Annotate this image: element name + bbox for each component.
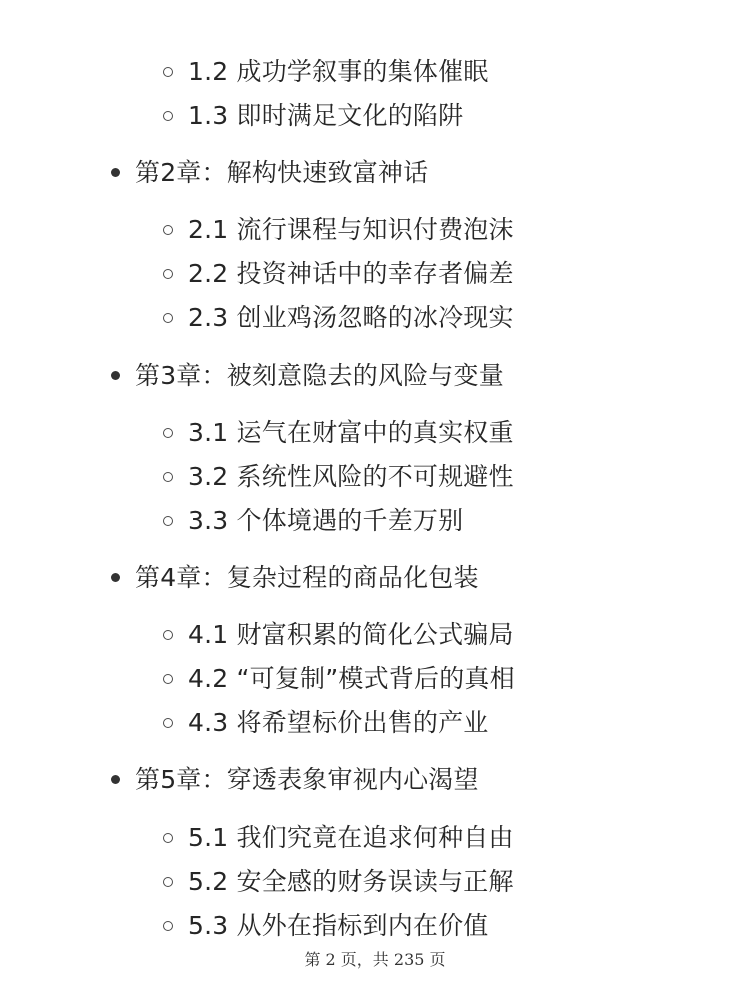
toc-section-3-1: 3.1 运气在财富中的真实权重 — [188, 418, 514, 447]
hollow-bullet-icon — [163, 630, 173, 640]
toc-section-2-3: 2.3 创业鸡汤忽略的冰冷现实 — [188, 303, 514, 332]
toc-chapter-4: 第4章：复杂过程的商品化包装 — [135, 563, 479, 592]
filled-bullet-icon — [111, 168, 120, 177]
hollow-bullet-icon — [163, 67, 173, 77]
filled-bullet-icon — [111, 573, 120, 582]
toc-section-1-3: 1.3 即时满足文化的陷阱 — [188, 101, 464, 130]
toc-section-4-3: 4.3 将希望标价出售的产业 — [188, 708, 489, 737]
toc-section-2-2: 2.2 投资神话中的幸存者偏差 — [188, 259, 514, 288]
toc-section-3-2: 3.2 系统性风险的不可规避性 — [188, 462, 514, 491]
hollow-bullet-icon — [163, 674, 173, 684]
toc-section-4-2: 4.2 “可复制”模式背后的真相 — [188, 664, 515, 693]
toc-chapter-3: 第3章：被刻意隐去的风险与变量 — [135, 361, 504, 390]
hollow-bullet-icon — [163, 472, 173, 482]
toc-section-2-1: 2.1 流行课程与知识付费泡沫 — [188, 215, 514, 244]
toc-section-4-1: 4.1 财富积累的简化公式骗局 — [188, 620, 514, 649]
toc-section-5-2: 5.2 安全感的财务误读与正解 — [188, 867, 514, 896]
toc-section-5-1: 5.1 我们究竟在追求何种自由 — [188, 823, 514, 852]
filled-bullet-icon — [111, 371, 120, 380]
hollow-bullet-icon — [163, 718, 173, 728]
hollow-bullet-icon — [163, 111, 173, 121]
hollow-bullet-icon — [163, 516, 173, 526]
hollow-bullet-icon — [163, 921, 173, 931]
hollow-bullet-icon — [163, 225, 173, 235]
hollow-bullet-icon — [163, 269, 173, 279]
toc-chapter-2: 第2章：解构快速致富神话 — [135, 158, 429, 187]
page-number-footer: 第 2 页，共 235 页 — [304, 950, 446, 969]
hollow-bullet-icon — [163, 313, 173, 323]
hollow-bullet-icon — [163, 428, 173, 438]
filled-bullet-icon — [111, 775, 120, 784]
hollow-bullet-icon — [163, 833, 173, 843]
toc-section-1-2: 1.2 成功学叙事的集体催眠 — [188, 57, 489, 86]
hollow-bullet-icon — [163, 877, 173, 887]
toc-chapter-5: 第5章：穿透表象审视内心渴望 — [135, 765, 479, 794]
toc-section-5-3: 5.3 从外在指标到内在价值 — [188, 911, 489, 940]
toc-section-3-3: 3.3 个体境遇的千差万别 — [188, 506, 464, 535]
